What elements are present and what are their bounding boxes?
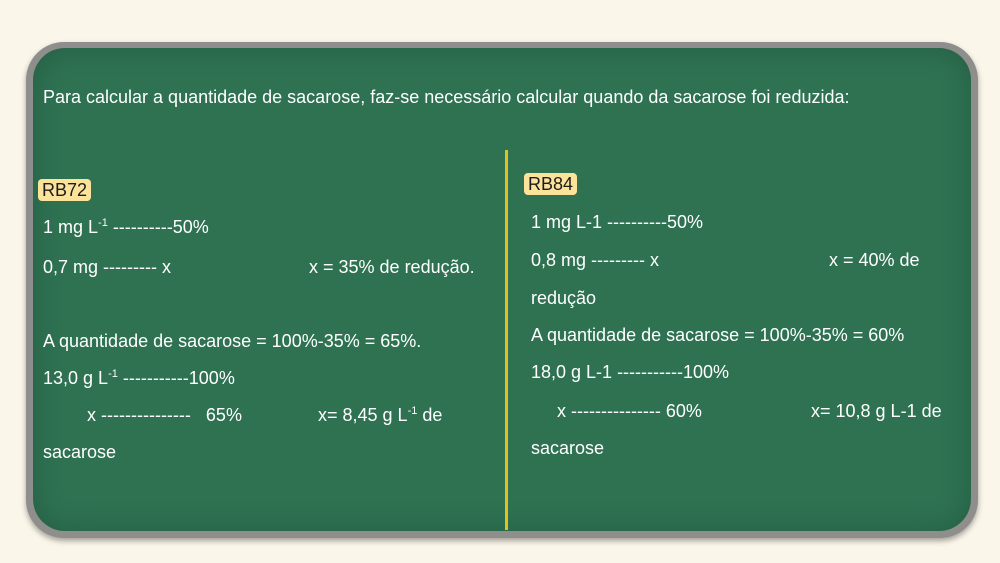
right-line-6-result: x= 10,8 g L-1 de bbox=[811, 401, 942, 421]
right-line-1: 1 mg L-1 ----------50% bbox=[531, 212, 704, 232]
right-line-7: sacarose bbox=[531, 438, 605, 458]
right-line-2-result: x = 40% de bbox=[829, 250, 920, 270]
left-line-2-result: x = 35% de redução. bbox=[309, 257, 475, 277]
chalkboard bbox=[33, 48, 971, 531]
right-line-5: 18,0 g L-1 -----------100% bbox=[531, 362, 730, 382]
left-line-1: 1 mg $L^{-1}$ ----------50% bbox=[43, 217, 209, 237]
intro-text: Para calcular a quantidade de sacarose, faz-se necessário calcular quando da sacarose foi reduzida: bbox=[43, 87, 850, 107]
right-line-4: A quantidade de sacarose = 100%-35% = 60% bbox=[531, 325, 905, 345]
right-line-3: redução bbox=[531, 288, 597, 308]
left-line-5-result: x= 8,45 g $L^{-1}$ de bbox=[318, 405, 443, 425]
left-line-3: A quantidade de sacarose = 100%-35% = 65%. bbox=[43, 331, 422, 351]
left-line-4: 13,0 g $L^{-1}$ -----------100% bbox=[43, 368, 235, 388]
column-divider bbox=[505, 150, 508, 530]
left-line-2-proportion: 0,7 mg --------- x bbox=[43, 257, 171, 277]
left-line-5-proportion: x --------------- 65% bbox=[87, 405, 242, 425]
right-line-6-proportion: x --------------- 60% bbox=[557, 401, 702, 421]
tag-rb84: RB84 bbox=[524, 173, 577, 195]
tag-rb72: RB72 bbox=[38, 179, 91, 201]
right-line-2-proportion: 0,8 mg --------- x bbox=[531, 250, 659, 270]
left-line-6: sacarose bbox=[43, 442, 117, 462]
